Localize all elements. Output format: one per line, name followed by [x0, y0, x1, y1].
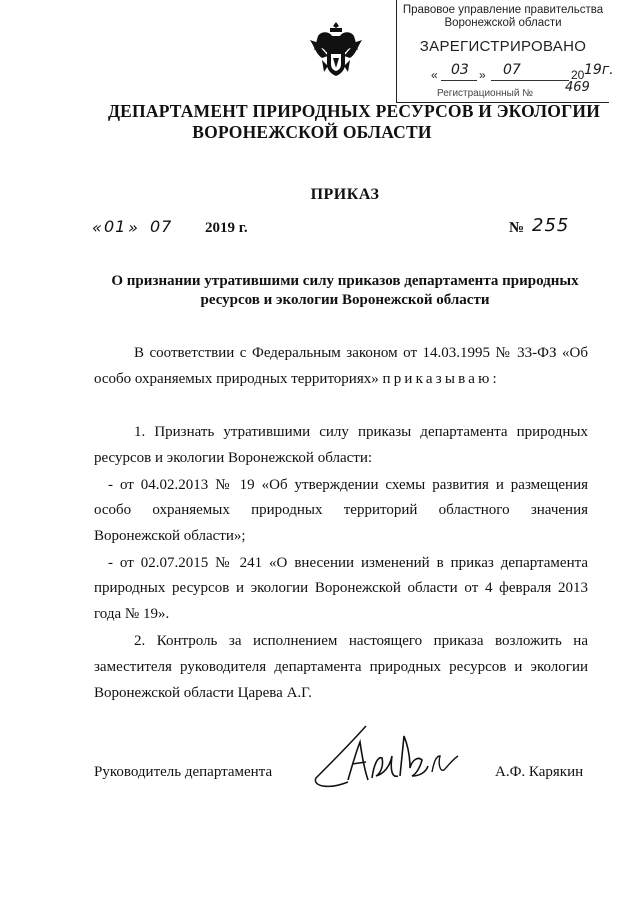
item2-line1: - от 02.07.2015 № 241 «О внесении изменений в приказ департамента	[108, 555, 588, 571]
intro-line2-text: особо охраняемых природных территориях»	[94, 371, 383, 387]
paragraph2-line2: заместителя руководителя департамента природных ресурсов и экологии	[94, 659, 588, 675]
department-name-line2: ВОРОНЕЖСКОЙ ОБЛАСТИ	[192, 122, 432, 142]
order-verb: приказываю:	[382, 371, 500, 387]
stamp-date-year-suffix: 19г.	[584, 62, 614, 78]
item1-line1: - от 04.02.2013 № 19 «Об утверждении схемы развития и размещения	[108, 477, 588, 493]
registration-stamp	[396, 0, 614, 103]
stamp-org-line2: Воронежской области	[444, 17, 562, 29]
order-number-sign: №	[509, 220, 525, 236]
stamp-date-month: 07	[503, 62, 521, 78]
stamp-date-day: 03	[451, 62, 469, 78]
order-date-row	[92, 215, 592, 244]
order-subject-line1: О признании утратившими силу приказов департамента природных	[111, 273, 579, 289]
handwritten-signature	[308, 716, 478, 802]
stamp-date-year-prefix: 20	[571, 68, 585, 82]
stamp-number-row	[437, 80, 607, 99]
stamp-date-close-quote: »	[479, 68, 486, 82]
department-name-line1: ДЕПАРТАМЕНТ ПРИРОДНЫХ РЕСУРСОВ И ЭКОЛОГИИ	[107, 101, 601, 121]
order-title: ПРИКАЗ	[310, 186, 380, 203]
signatory-name: А.Ф. Карякин	[495, 764, 584, 780]
order-subject	[90, 272, 600, 310]
order-number: 255	[532, 215, 570, 236]
intro-line1: В соответствии с Федеральным законом от 14.03.1995 № 33-ФЗ «Об	[134, 345, 588, 361]
item2-line2: природных ресурсов и экологии Воронежской области от 4 февраля 2013	[94, 580, 588, 596]
order-date-year: 2019 г.	[205, 220, 248, 236]
stamp-number-label: Регистрационный №	[437, 88, 533, 99]
coat-of-arms-icon	[308, 20, 364, 78]
stamp-org-line1: Правовое управление правительства	[402, 4, 604, 16]
order-date-close-quote: »	[128, 218, 139, 237]
paragraph2-line3: Воронежской области Царева А.Г.	[94, 685, 312, 701]
order-subject-line2: ресурсов и экологии Воронежской области	[200, 292, 490, 308]
stamp-date-open-quote: «	[431, 68, 438, 82]
intro-line2	[94, 366, 588, 392]
order-date-open-quote: «	[92, 218, 103, 237]
signatory-title: Руководитель департамента	[94, 764, 273, 780]
paragraph1-line1: 1. Признать утратившими силу приказы департамента природных	[134, 424, 588, 440]
item1-line2: особо охраняемых природных территорий областного значения	[94, 502, 588, 518]
paragraph2-line1: 2. Контроль за исполнением настоящего приказа возложить на	[134, 633, 588, 649]
paragraph1-line2: ресурсов и экологии Воронежской области:	[94, 450, 373, 466]
stamp-registered-label: ЗАРЕГИСТРИРОВАНО	[419, 38, 587, 55]
item1-line3: Воронежской области»;	[94, 528, 246, 544]
order-date-month: 07	[150, 217, 173, 236]
order-date-day: 01	[104, 217, 127, 236]
item2-line3: года № 19».	[94, 606, 170, 622]
stamp-number-value: 469	[565, 80, 590, 95]
